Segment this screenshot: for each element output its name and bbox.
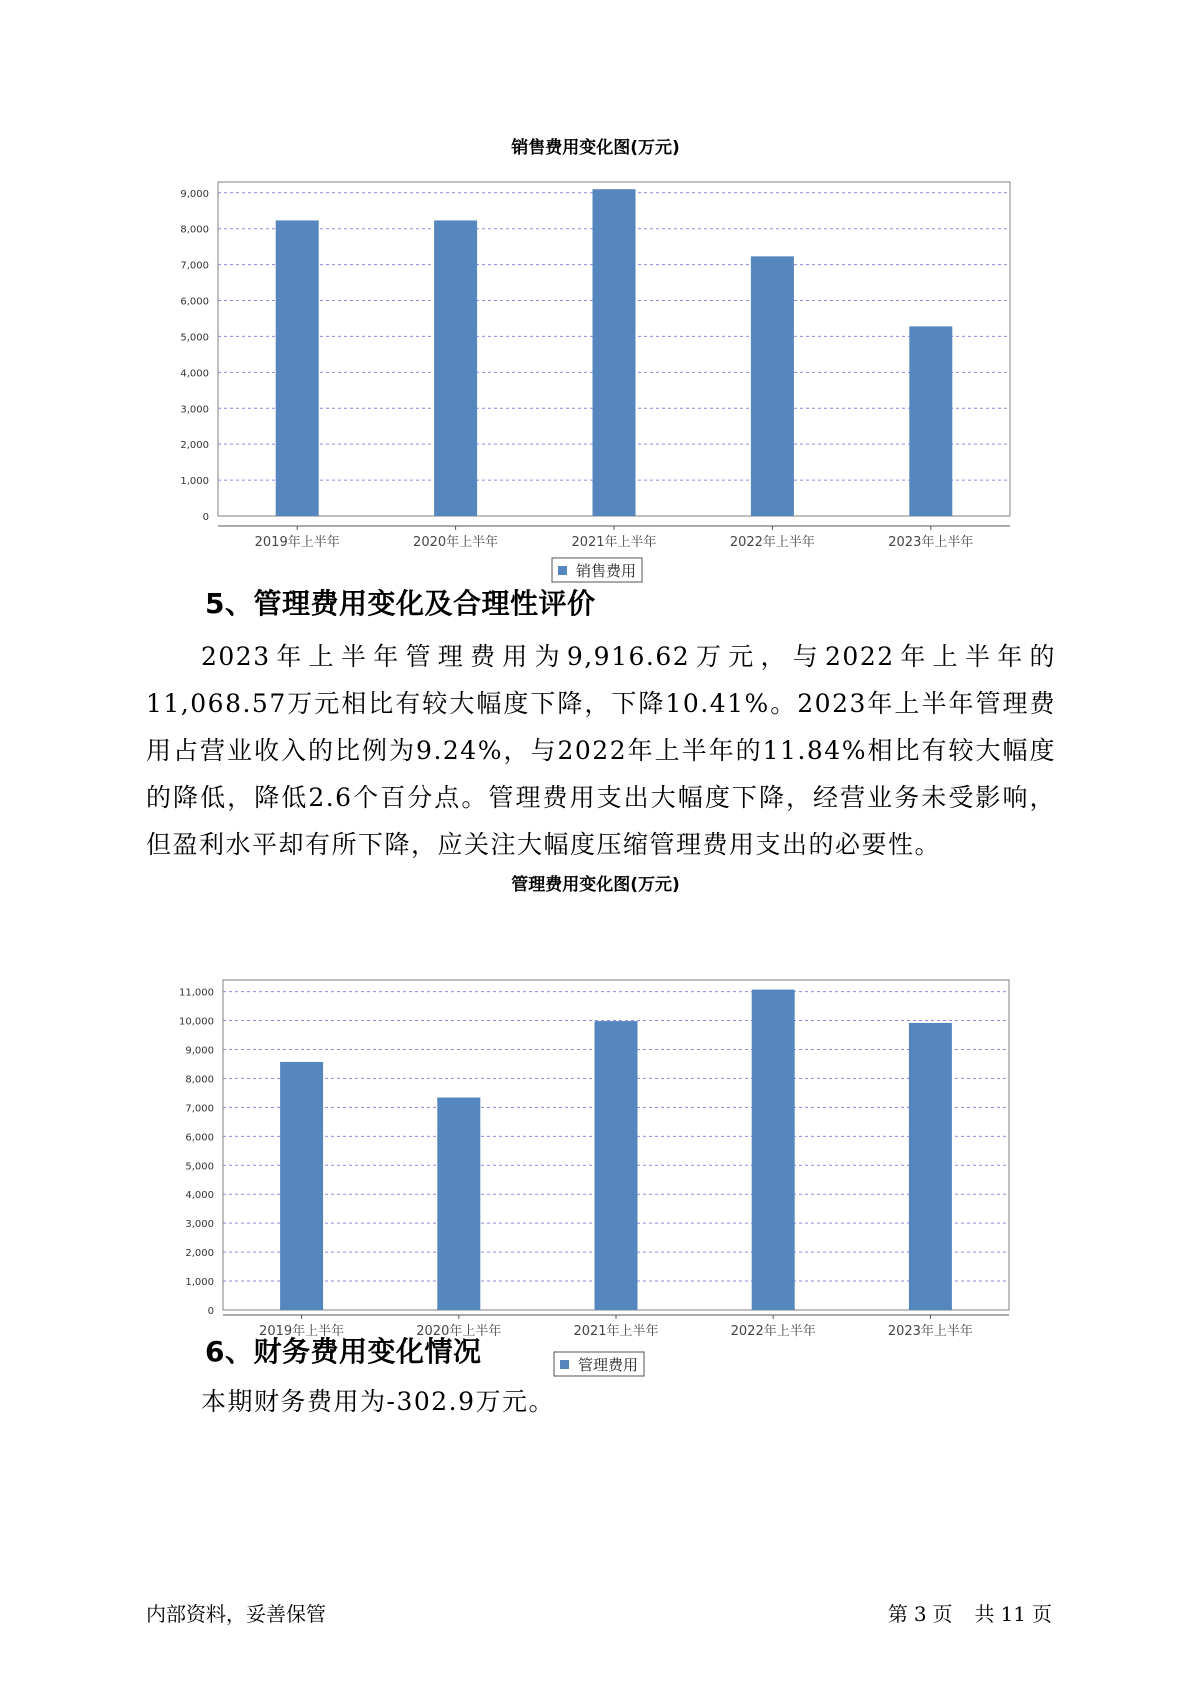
- y-tick-label: 2,000: [185, 1248, 214, 1260]
- y-tick-label: 4,000: [180, 368, 209, 380]
- bar: [752, 990, 795, 1310]
- footer-confidential: 内部资料，妥善保管: [146, 1602, 326, 1626]
- y-tick-label: 9,000: [180, 188, 209, 200]
- y-tick-label: 6,000: [185, 1132, 214, 1144]
- page-label: 第: [887, 1602, 908, 1626]
- y-tick-label: 9,000: [185, 1045, 214, 1057]
- y-tick-label: 5,000: [185, 1161, 214, 1173]
- bar: [909, 326, 952, 516]
- y-tick-label: 5,000: [180, 332, 209, 344]
- x-tick-label: 2021年上半年: [573, 1324, 659, 1339]
- legend-label: 管理费用: [578, 1356, 639, 1374]
- bar: [593, 189, 636, 516]
- section-5-paragraph: [146, 633, 1056, 868]
- page-number: 3: [913, 1602, 927, 1626]
- bar: [280, 1062, 323, 1310]
- section-5-text: 2023年上半年管理费用为9,916.62万元，与2022年上半年的11,068.57万元相比有较大幅度下降，下降10.41%。2023年上半年管理费用占营业收入的比例为9.24%，与2022年上半年的11.84%相比有较大幅度的降低，降低2.6个百分点。管理费用支出大幅度下降，经营业务未受影响，但盈利水平却有所下降，应关注大幅度压缩管理费用支出的必要性。: [146, 642, 1056, 859]
- section-5-heading: 5、管理费用变化及合理性评价: [205, 587, 596, 620]
- x-tick-label: 2020年上半年: [416, 1324, 502, 1339]
- x-tick-label: 2022年上半年: [730, 1324, 816, 1339]
- section-6-heading: 6、财务费用变化情况: [205, 1335, 482, 1368]
- footer-page-info: [882, 1598, 1052, 1627]
- y-tick-label: 3,000: [185, 1219, 214, 1231]
- page-unit: 页: [932, 1602, 953, 1626]
- bar: [751, 256, 794, 516]
- y-tick-label: 7,000: [180, 260, 209, 272]
- section-6-paragraph: [146, 1378, 1056, 1425]
- y-tick-label: 3,000: [180, 404, 209, 416]
- legend-label: 销售费用: [576, 562, 637, 580]
- sales-expense-chart: [0, 160, 1191, 580]
- bar: [276, 220, 319, 516]
- bar: [437, 1098, 480, 1310]
- section-6-text: 本期财务费用为-302.9万元。: [201, 1387, 556, 1416]
- y-tick-label: 4,000: [185, 1190, 214, 1202]
- y-tick-label: 7,000: [185, 1103, 214, 1115]
- legend-swatch: [560, 1360, 569, 1369]
- legend-swatch: [558, 566, 567, 575]
- x-tick-label: 2021年上半年: [571, 535, 657, 550]
- y-tick-label: 2,000: [180, 440, 209, 452]
- x-tick-label: 2019年上半年: [259, 1324, 345, 1339]
- bar: [595, 1021, 638, 1310]
- y-tick-label: 8,000: [180, 224, 209, 236]
- y-tick-label: 1,000: [185, 1277, 214, 1289]
- y-tick-label: 1,000: [180, 476, 209, 488]
- bar: [909, 1023, 952, 1310]
- x-tick-label: 2020年上半年: [413, 535, 499, 550]
- total-unit: 页: [1032, 1602, 1052, 1626]
- x-tick-label: 2023年上半年: [888, 535, 974, 550]
- x-tick-label: 2022年上半年: [729, 535, 815, 550]
- admin-chart-title: 管理费用变化图(万元): [511, 875, 680, 895]
- y-tick-label: 11,000: [179, 987, 214, 999]
- x-tick-label: 2023年上半年: [887, 1324, 973, 1339]
- total-label: 共: [974, 1602, 995, 1626]
- total-pages: 11: [1000, 1602, 1026, 1626]
- y-tick-label: 8,000: [185, 1074, 214, 1086]
- x-tick-label: 2019年上半年: [254, 535, 340, 550]
- bar: [434, 220, 477, 516]
- y-tick-label: 0: [202, 512, 209, 523]
- y-tick-label: 6,000: [180, 296, 209, 308]
- sales-chart-title: 销售费用变化图(万元): [511, 138, 680, 158]
- y-tick-label: 10,000: [179, 1016, 214, 1028]
- y-tick-label: 0: [207, 1306, 214, 1317]
